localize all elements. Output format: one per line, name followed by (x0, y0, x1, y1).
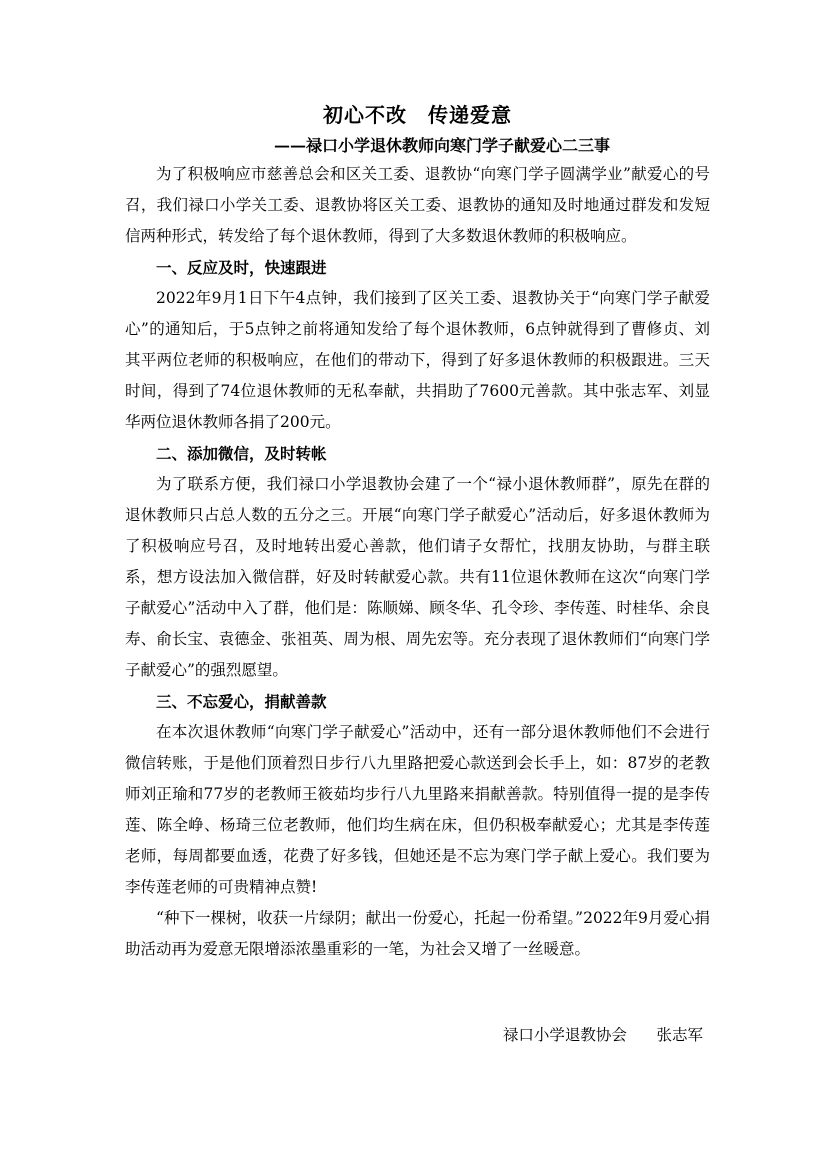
paragraph-section-2: 为了联系方便，我们禄口小学退教协会建了一个“禄小退休教师群”，原先在群的退休教师只占总人数的五分之三。开展“向寒门学子献爱心”活动后，好多退休教师为了积极响应号召，及时地转出爱心善款，他们请子女帮忙，找朋友协助，与群主联系，想方设法加入微信群，好及时转献爱心款。共有11位退休教师在这次“向寒门学子献爱心”活动中入了群，他们是：陈顺娣、顾冬华、孔令珍、李传莲、时桂华、余良寿、俞长宝、袁德金、张祖英、周为根、周先宏等。充分表现了退休教师们“向寒门学子献爱心”的强烈愿望。 (125, 475, 710, 679)
section-heading-3: 三、不忘爱心，捐献善款 (156, 692, 327, 711)
paragraph-section-1: 2022年9月1日下午4点钟，我们接到了区关工委、退教协关于“向寒门学子献爱心”的通知后，于5点钟之前将通知发给了每个退休教师，6点钟就得到了曹修贞、刘其平两位老师的积极响应，在他们的带动下，得到了好多退休教师的积极跟进。三天时间，得到了74位退休教师的无私奉献，共捐助了7600元善款。其中张志军、刘显华两位退休教师各捐了200元。 (125, 289, 710, 431)
section-heading-1: 一、反应及时，快速跟进 (156, 258, 327, 277)
document-title: 初心不改 传递爱意 (323, 103, 512, 127)
signature-author: 张志军 (656, 1026, 703, 1044)
paragraph-closing: “种下一棵树，收获一片绿阴；献出一份爱心，托起一份希望。”2022年9月爱心捐助活动再为爱意无限增添浓墨重彩的一笔，为社会又增了一丝暖意。 (125, 909, 710, 958)
paragraph-intro: 为了积极响应市慈善总会和区关工委、退教协“向寒门学子圆满学业”献爱心的号召，我们禄口小学关工委、退教协将区关工委、退教协的通知及时地通过群发和发短信两种形式，转发给了每个退休教师，得到了大多数退休教师的积极响应。 (125, 165, 710, 245)
document-subtitle: ——禄口小学退休教师向寒门学子献爱心二三事 (273, 136, 610, 155)
section-heading-2: 二、添加微信，及时转帐 (156, 444, 327, 463)
document-body (125, 100, 710, 965)
paragraph-section-3: 在本次退休教师“向寒门学子献爱心”活动中，还有一部分退休教师他们不会进行微信转账，于是他们顶着烈日步行八九里路把爱心款送到会长手上，如：87岁的老教师刘正瑜和77岁的老教师王筱茹均步行八九里路来捐献善款。特别值得一提的是李传莲、陈全峥、杨琦三位老教师，他们均生病在床，但仍积极奉献爱心；尤其是李传莲老师，每周都要血透，花费了好多钱，但她还是不忘为寒门学子献上爱心。我们要为李传莲老师的可贵精神点赞! (125, 723, 710, 896)
signature-organization: 禄口小学退教协会 (502, 1026, 627, 1044)
signature (125, 1022, 703, 1048)
